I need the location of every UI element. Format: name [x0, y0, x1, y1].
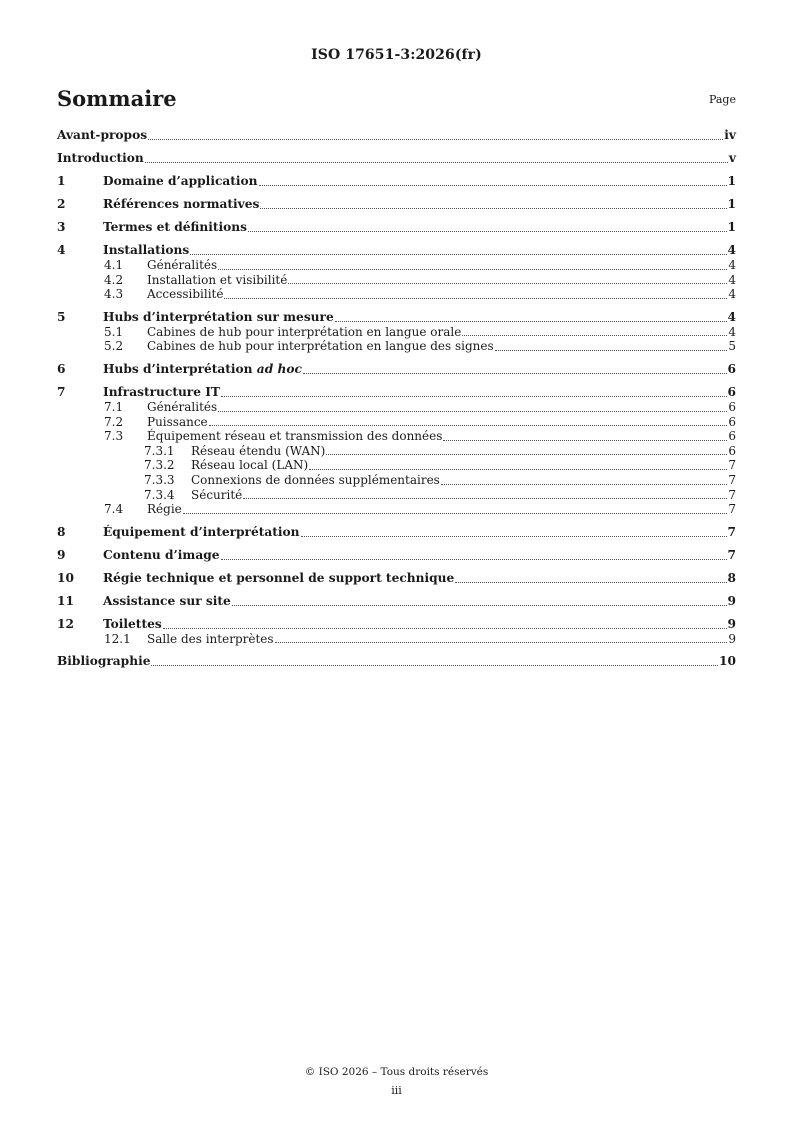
toc-entry-page: 7 — [727, 524, 736, 539]
toc-entry-number: 7.3.2 — [144, 458, 175, 473]
toc-entry-page: 9 — [728, 631, 736, 646]
toc-entry[interactable] — [57, 617, 736, 632]
toc-entry-number: 1 — [57, 174, 66, 188]
toc-entry[interactable] — [57, 415, 736, 430]
document-id-header: ISO 17651-3:2026(fr) — [311, 47, 482, 63]
dot-leader — [145, 161, 728, 163]
copyright-notice: © ISO 2026 – Tous droits réservés — [304, 1066, 489, 1078]
toc-entry[interactable] — [57, 325, 736, 340]
dot-leader — [248, 230, 727, 232]
dot-leader — [221, 558, 727, 560]
dot-leader — [260, 207, 726, 209]
toc-entry[interactable] — [57, 400, 736, 415]
toc-entry-number: 9 — [57, 547, 66, 562]
toc-entry-page: 9 — [727, 593, 736, 608]
dot-leader — [243, 497, 727, 499]
dot-leader — [303, 372, 727, 374]
toc-entry-page: v — [728, 151, 736, 165]
toc-entry[interactable] — [57, 548, 736, 563]
toc-entry-label: Avant-propos — [57, 128, 148, 142]
toc-entry-label-italic: ad hoc — [256, 361, 302, 376]
toc-entry-number: 6 — [57, 361, 66, 376]
dot-leader — [218, 268, 727, 270]
table-of-contents — [57, 128, 736, 669]
page-column-label: Page — [708, 93, 736, 106]
toc-entry-page: 4 — [727, 243, 736, 257]
dot-leader — [190, 253, 726, 255]
toc-entry-page: iv — [724, 128, 736, 142]
dot-leader — [335, 320, 727, 322]
toc-entry-page: 7 — [727, 547, 736, 562]
toc-entry-page: 4 — [728, 287, 736, 302]
dot-leader — [275, 641, 728, 643]
toc-entry-number: 3 — [57, 220, 66, 234]
toc-entry-number: 7.3.1 — [144, 443, 175, 458]
toc-entry-page: 10 — [719, 654, 736, 669]
toc-entry-label: Bibliographie — [57, 654, 151, 669]
toc-entry[interactable] — [57, 128, 736, 143]
dot-leader — [221, 395, 727, 397]
toc-entry-number: 7.4 — [104, 502, 124, 517]
toc-entry-label: Cabines de hub pour interprétation en langue orale — [147, 324, 462, 339]
toc-entry-number: 7 — [57, 384, 66, 399]
toc-entry-number: 5.2 — [104, 339, 124, 354]
toc-entry[interactable] — [57, 458, 736, 473]
toc-entry-label: Réseau local (LAN) — [191, 458, 309, 473]
toc-entry-label: Introduction — [57, 151, 144, 165]
toc-entry[interactable] — [57, 594, 736, 609]
toc-entry-page: 6 — [728, 429, 736, 444]
toc-entry-number: 2 — [57, 197, 66, 211]
toc-entry[interactable] — [57, 220, 736, 235]
toc-entry[interactable] — [57, 429, 736, 444]
toc-entry-page: 6 — [728, 443, 736, 458]
toc-entry-number: 4.3 — [104, 287, 124, 302]
toc-entry-number: 10 — [57, 570, 74, 585]
toc-entry-label: Régie — [147, 502, 182, 517]
dot-leader — [224, 297, 727, 299]
toc-entry-page: 4 — [728, 272, 736, 287]
dot-leader — [441, 483, 728, 485]
toc-entry-label: Assistance sur site — [103, 593, 231, 608]
toc-entry[interactable] — [57, 273, 736, 288]
toc-entry-number: 4 — [57, 243, 66, 257]
toc-entry-page: 6 — [727, 361, 736, 376]
dot-leader — [148, 138, 723, 140]
dot-leader — [218, 410, 727, 412]
toc-entry-page: 4 — [728, 258, 736, 272]
toc-entry-label: Domaine d’application — [103, 174, 258, 188]
toc-entry[interactable] — [57, 444, 736, 459]
toc-entry[interactable] — [57, 339, 736, 354]
toc-entry[interactable] — [57, 385, 736, 400]
toc-entry-page: 4 — [727, 309, 736, 324]
toc-entry-label: Généralités — [147, 399, 218, 414]
toc-entry[interactable] — [57, 287, 736, 302]
toc-entry[interactable] — [57, 502, 736, 517]
toc-entry-label: Installation et visibilité — [147, 272, 288, 287]
toc-entry-label: Salle des interprètes — [147, 631, 274, 646]
toc-entry-label: Contenu d’image — [103, 547, 220, 562]
dot-leader — [455, 581, 726, 583]
dot-leader — [495, 349, 728, 351]
toc-entry[interactable] — [57, 197, 736, 212]
toc-entry-number: 4.2 — [104, 272, 124, 287]
toc-entry[interactable] — [57, 473, 736, 488]
dot-leader — [259, 184, 727, 186]
toc-entry-page: 1 — [727, 197, 736, 211]
toc-entry-page: 4 — [728, 324, 736, 339]
dot-leader — [301, 535, 727, 537]
toc-entry-page: 7 — [728, 502, 736, 517]
toc-entry[interactable] — [57, 174, 736, 189]
toc-entry-page: 1 — [727, 174, 736, 188]
toc-entry[interactable] — [57, 654, 736, 669]
toc-entry-page: 1 — [727, 220, 736, 234]
dot-leader — [163, 627, 727, 629]
toc-entry-label: Équipement réseau et transmission des données — [147, 429, 443, 444]
toc-entry-label: Équipement d’interprétation — [103, 524, 300, 539]
dot-leader — [288, 282, 727, 284]
toc-entry-page: 7 — [728, 458, 736, 473]
toc-entry-page: 5 — [728, 339, 736, 354]
dot-leader — [151, 664, 718, 666]
toc-entry-number: 12 — [57, 616, 74, 631]
page-title: Sommaire — [57, 86, 177, 111]
toc-entry[interactable] — [57, 525, 736, 540]
toc-entry[interactable] — [57, 362, 736, 377]
toc-entry[interactable] — [57, 571, 736, 586]
toc-entry-label: Sécurité — [191, 487, 243, 502]
page-number: iii — [391, 1084, 402, 1097]
toc-entry-label: Hubs d’interprétation ad hoc — [103, 361, 302, 376]
toc-entry-label: Accessibilité — [147, 287, 224, 302]
toc-entry-page: 8 — [727, 570, 736, 585]
toc-entry-page: 7 — [728, 487, 736, 502]
toc-entry[interactable] — [57, 151, 736, 166]
toc-entry-number: 5.1 — [104, 324, 124, 339]
dot-leader — [232, 604, 727, 606]
toc-entry-page: 6 — [727, 384, 736, 399]
toc-entry-label: Installations — [103, 243, 190, 257]
toc-entry-label: Termes et définitions — [103, 220, 247, 234]
toc-entry-label: Hubs d’interprétation sur mesure — [103, 309, 334, 324]
toc-entry-page: 7 — [728, 472, 736, 487]
toc-entry-number: 7.3 — [104, 429, 124, 444]
toc-entry-label: Réseau étendu (WAN) — [191, 443, 326, 458]
toc-entry-page: 6 — [728, 399, 736, 414]
toc-entry[interactable] — [57, 243, 736, 258]
toc-entry-number: 7.2 — [104, 414, 124, 429]
toc-entry-label: Toilettes — [103, 616, 162, 631]
toc-entry-label: Infrastructure IT — [103, 384, 220, 399]
toc-entry[interactable] — [57, 488, 736, 503]
toc-entry[interactable] — [57, 632, 736, 647]
toc-entry-page: 6 — [728, 414, 736, 429]
toc-entry[interactable] — [57, 310, 736, 325]
toc-entry-number: 7.3.4 — [144, 487, 175, 502]
toc-entry-number: 11 — [57, 593, 74, 608]
toc-entry-label: Généralités — [147, 258, 218, 272]
toc-entry-number: 5 — [57, 309, 66, 324]
toc-entry-label: Puissance — [147, 414, 208, 429]
toc-entry-page: 9 — [727, 616, 736, 631]
toc-entry-label: Cabines de hub pour interprétation en langue des signes — [147, 339, 494, 354]
toc-entry-number: 12.1 — [104, 631, 131, 646]
toc-entry-number: 8 — [57, 524, 66, 539]
dot-leader — [209, 424, 728, 426]
toc-entry-label: Régie technique et personnel de support technique — [103, 570, 455, 585]
toc-entry[interactable] — [57, 258, 736, 273]
dot-leader — [326, 453, 727, 455]
toc-entry-label: Connexions de données supplémentaires — [191, 472, 440, 487]
dot-leader — [309, 468, 727, 470]
dot-leader — [462, 334, 727, 336]
toc-entry-number: 4.1 — [104, 258, 124, 272]
toc-entry-label: Références normatives — [103, 197, 260, 211]
dot-leader — [443, 439, 727, 441]
toc-entry-number: 7.3.3 — [144, 472, 175, 487]
toc-entry-number: 7.1 — [104, 399, 124, 414]
dot-leader — [183, 512, 728, 514]
